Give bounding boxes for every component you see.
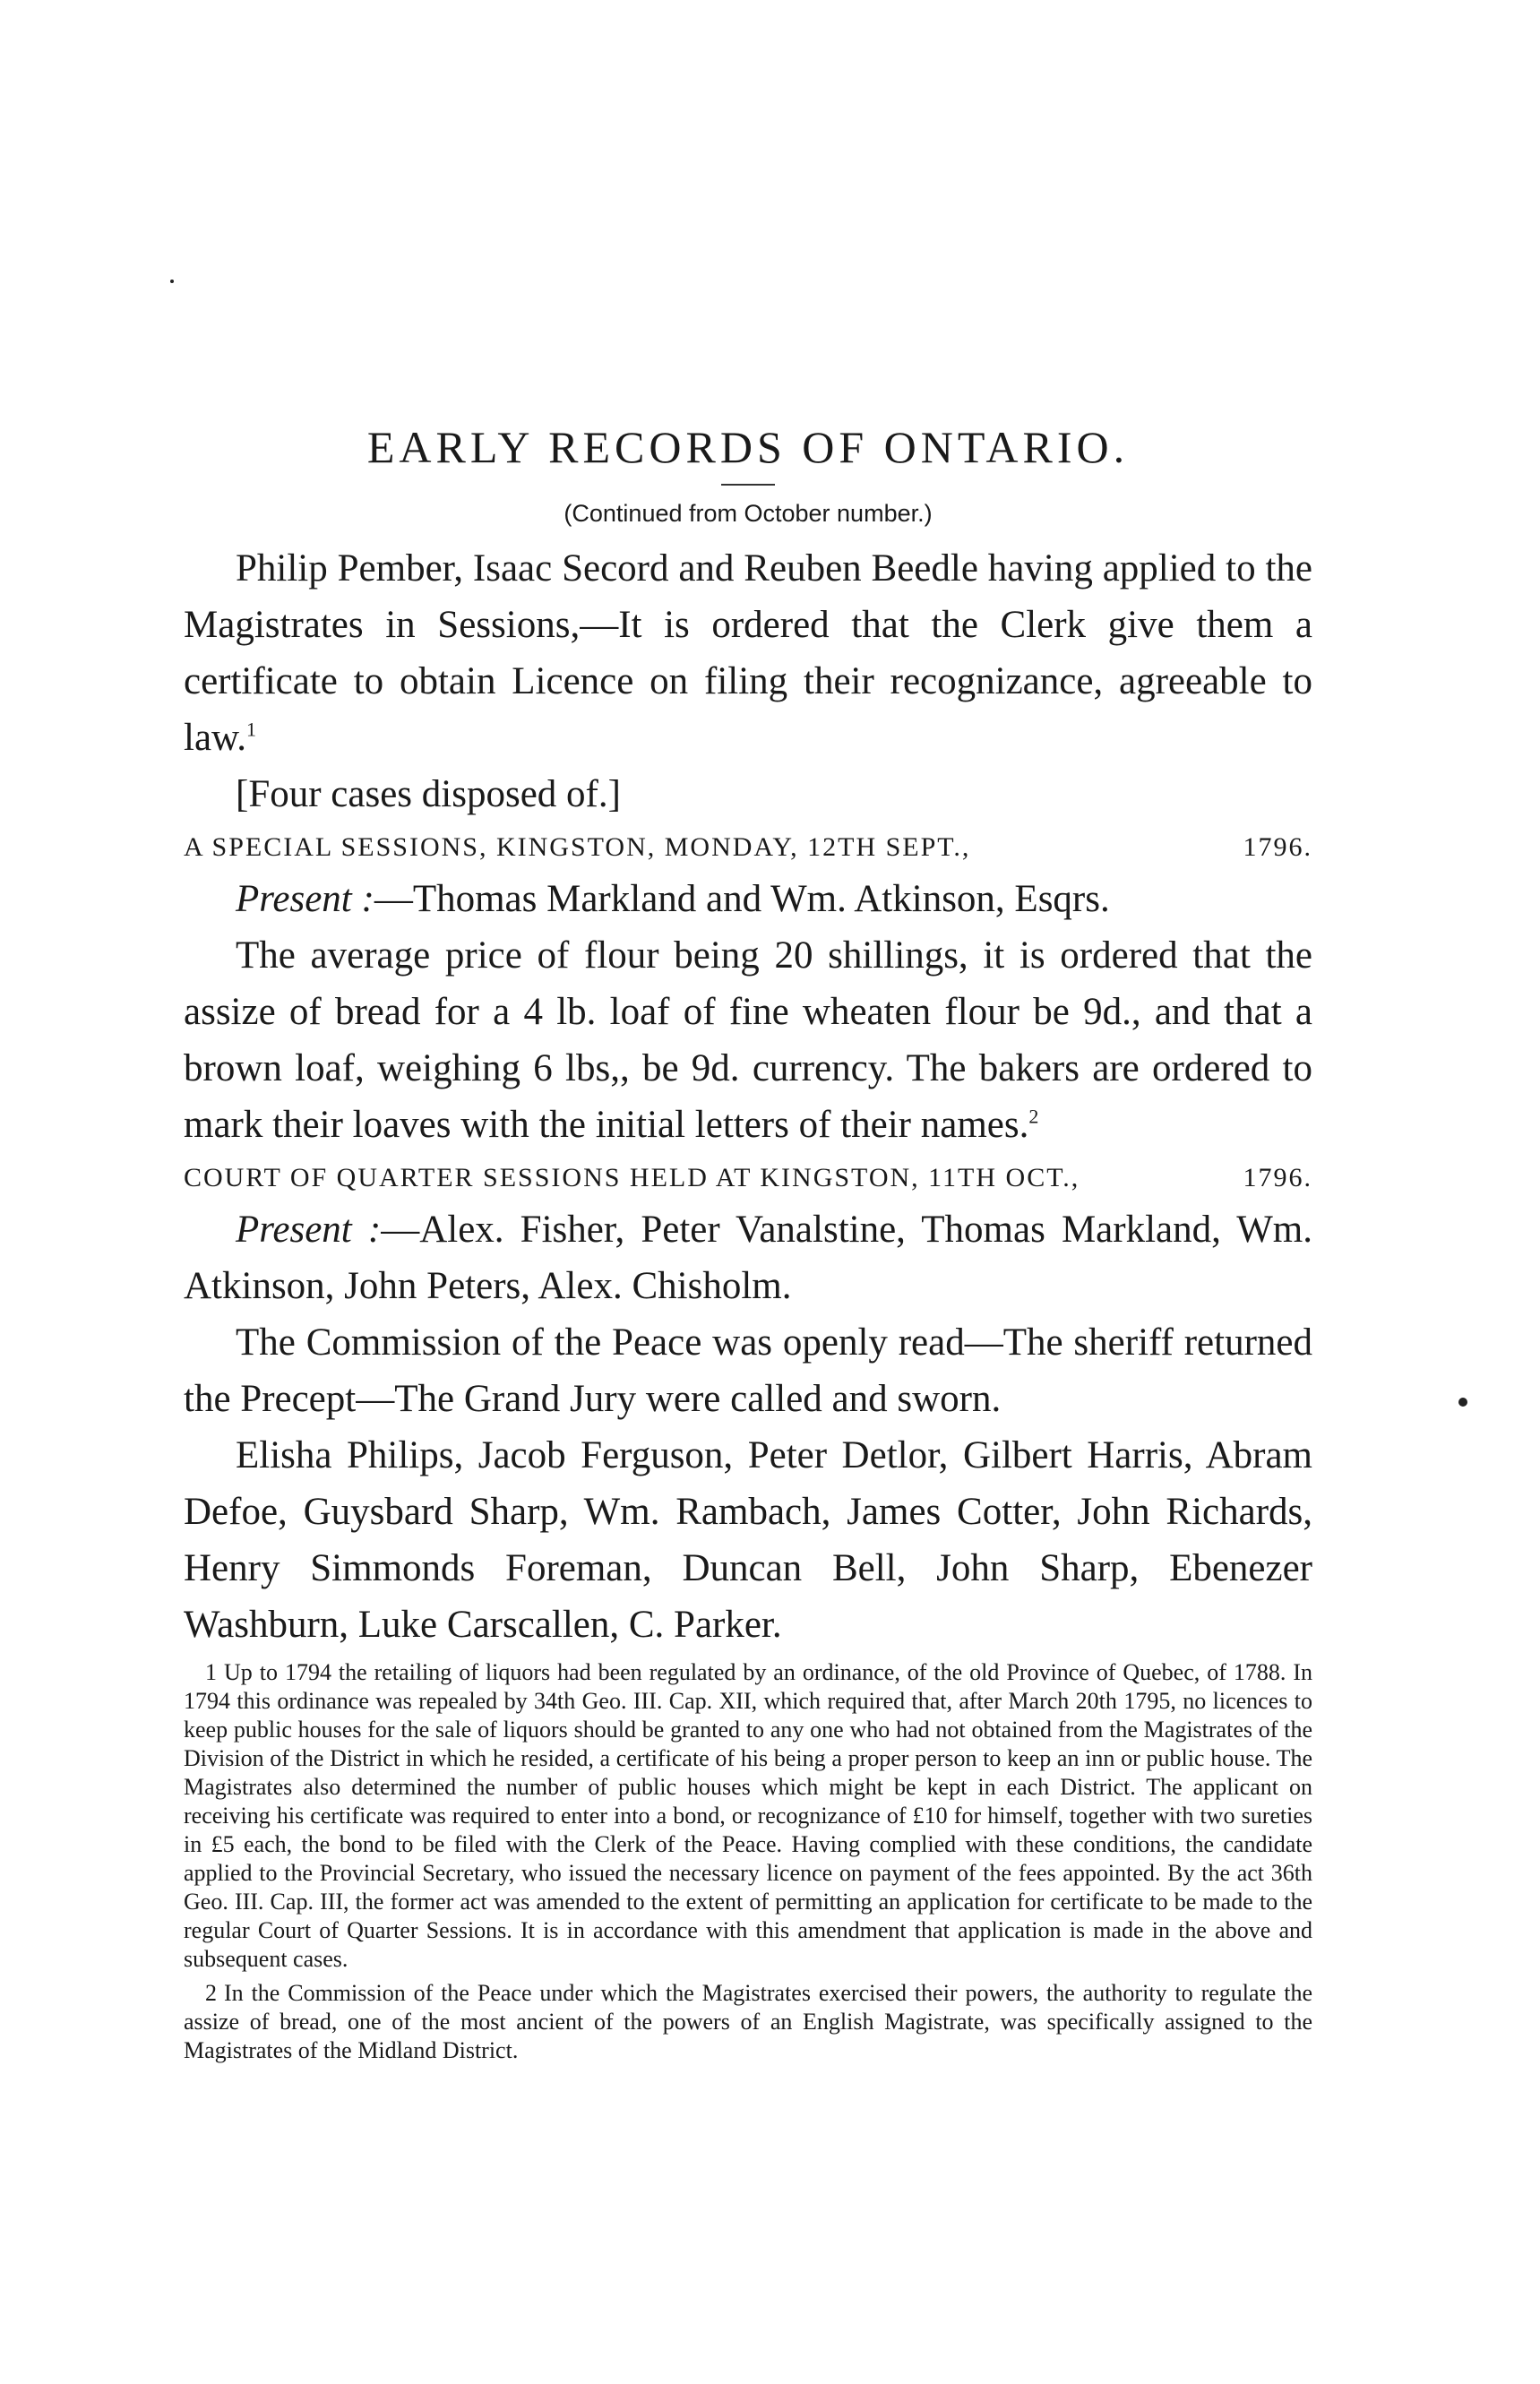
present-names: —Thomas Markland and Wm. Atkinson, Esqrs.	[374, 878, 1110, 920]
section-heading-year: 1796.	[1243, 1163, 1312, 1192]
section-heading-special-sessions	[184, 826, 1312, 869]
present-line-1	[184, 871, 1312, 927]
present-label: Present :	[236, 878, 374, 920]
section-heading-text: COURT OF QUARTER SESSIONS HELD AT KINGSTON, 11TH OCT.,	[184, 1163, 1080, 1192]
paragraph-bread-assize-text: The average price of flour being 20 shillings, it is ordered that the assize of bread for a 4 lb. loaf of fine wheaten flour be 9d., and that a brown loaf, weighing 6 lbs,, be 9d. currency. The bakers are ordered to mark their loaves with the initial letters of their names.	[184, 934, 1312, 1146]
scan-speck	[170, 280, 174, 283]
paragraph-licence	[184, 540, 1312, 766]
page-title: EARLY RECORDS OF ONTARIO.	[366, 422, 1130, 472]
section-heading-quarter-sessions	[184, 1157, 1312, 1200]
section-heading-text: A SPECIAL SESSIONS, KINGSTON, MONDAY, 12TH SEPT.,	[184, 832, 971, 862]
paragraph-licence-text: Philip Pember, Isaac Secord and Reuben Beedle having applied to the Magistrates in Sessions,—It is ordered that the Clerk give them a certificate to obtain Licence on filing their recognizance, agreeable to law.	[184, 547, 1312, 759]
footnote-2	[184, 1979, 1312, 2065]
footnote-number: 2	[205, 1980, 217, 2006]
paragraph-bread-assize	[184, 927, 1312, 1153]
footnote-1	[184, 1658, 1312, 1974]
present-line-2	[184, 1201, 1312, 1314]
present-label: Present :	[236, 1209, 382, 1251]
document-page	[184, 421, 1312, 2070]
footnote-ref-1: 1	[246, 718, 257, 741]
footnote-number: 1	[205, 1659, 217, 1685]
section-heading-year: 1796.	[1243, 832, 1312, 862]
paragraph-cases: [Four cases disposed of.]	[236, 773, 621, 815]
title-rule	[721, 484, 775, 486]
footnotes	[184, 1658, 1312, 2065]
paragraph-commission: The Commission of the Peace was openly read—The sheriff returned the Precept—The Grand Jury were called and sworn.	[184, 1321, 1312, 1420]
footnote-text: In the Commission of the Peace under which the Magistrates exercised their powers, the authority to regulate the assize of bread, one of the most ancient of the powers of an English Magistrate, was specifically assigned to the Magistrates of the Midland District.	[184, 1980, 1312, 2063]
continued-note: (Continued from October number.)	[564, 500, 933, 527]
footnote-ref-2: 2	[1028, 1105, 1039, 1128]
present-names: —Alex. Fisher, Peter Vanalstine, Thomas Markland, Wm. Atkinson, John Peters, Alex. Chisholm.	[184, 1209, 1312, 1307]
paragraph-grand-jury: Elisha Philips, Jacob Ferguson, Peter Detlor, Gilbert Harris, Abram Defoe, Guysbard Sharp, Wm. Rambach, James Cotter, John Richards, Henry Simmonds Foreman, Duncan Bell, John Sharp, Ebenezer Washburn, Luke Carscallen, C. Parker.	[184, 1434, 1312, 1646]
scan-speck	[1458, 1398, 1467, 1407]
footnote-text: Up to 1794 the retailing of liquors had been regulated by an ordinance, of the old Province of Quebec, of 1788. In 1794 this ordinance was repealed by 34th Geo. III. Cap. XII, which required that, after March 20th 1795, no licences to keep public houses for the sale of liquors should be granted to any one who had not obtained from the Magistrates of the Division of the District in which he resided, a certificate of his being a proper person to keep an inn or public house. The Magistrates also determined the number of public houses which might be kept in each District. The applicant on receiving his certificate was required to enter into a bond, or recognizance of £10 for himself, together with two sureties in £5 each, the bond to be filed with the Clerk of the Peace. Having complied with these conditions, the candidate applied to the Provincial Secretary, who issued the necessary licence on payment of the fees appointed. By the act 36th Geo. III. Cap. III, the former act was amended to the extent of permitting an application for certificate to be made to the regular Court of Quarter Sessions. It is in accordance with this amendment that application is made in the above and subsequent cases.	[184, 1659, 1312, 1972]
